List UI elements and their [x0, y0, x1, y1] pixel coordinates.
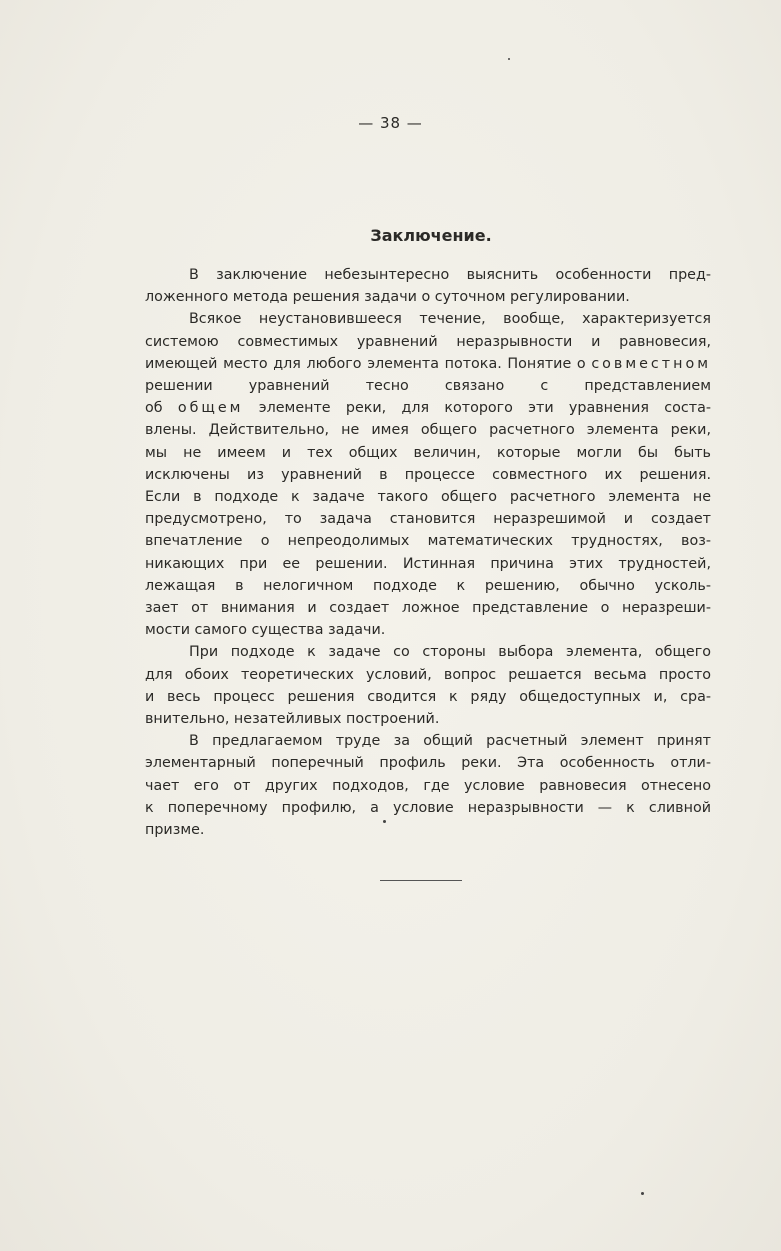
text-line: Всякое неустановившееся течение, вообще, характеризуется: [189, 311, 711, 328]
text-line: системою совместимых уравнений неразрывности и равновесия,: [145, 333, 711, 350]
text-line: и весь процесс решения сводится к ряду общедоступных и, сра-: [145, 688, 711, 705]
text-line: имеющей место для любого элемента потока. Понятие о совместном: [145, 355, 711, 372]
text-line: об общем элементе реки, для которого эти уравнения соста-: [145, 400, 712, 417]
text-line: зает от внимания и создает ложное представление о неразреши-: [145, 600, 711, 617]
text-line: При подходе к задаче со стороны выбора элемента, общего: [189, 644, 711, 661]
section-title: Заключение.: [370, 226, 492, 245]
text-line: для обоих теоретических условий, вопрос решается весьма просто: [145, 666, 711, 683]
text-line: влены. Действительно, не имея общего расчетного элемента реки,: [145, 422, 711, 439]
text-line: мости самого существа задачи.: [145, 622, 386, 639]
page-number: — 38 —: [358, 114, 423, 132]
text-line: никающих при ее решении. Истинная причина этих трудностей,: [145, 555, 711, 572]
text-line: предусмотрено, то задача становится неразрешимой и создает: [145, 511, 711, 528]
text-line: внительно, незатейливых построений.: [145, 711, 440, 728]
text-line: мы не имеем и тех общих величин, которые могли бы быть: [145, 444, 711, 461]
text-line: призме.: [145, 822, 205, 839]
text-line: к поперечному профилю, а условие неразрывности — к сливной: [145, 799, 711, 816]
text-line: ложенного метода решения задачи о суточном регулировании.: [145, 289, 630, 306]
emphasis-text: общем: [177, 400, 244, 417]
text-line: В заключение небезынтересно выяснить особенности пред-: [189, 267, 711, 283]
text-line: впечатление о непреодолимых математических трудностях, воз-: [145, 533, 711, 550]
ink-speck: [508, 58, 510, 60]
ink-speck: [383, 820, 386, 823]
text-line: Если в подходе к задаче такого общего расчетного элемента не: [145, 489, 711, 506]
text-line: лежащая в нелогичном подходе к решению, обычно усколь-: [145, 577, 711, 594]
text-line: чает его от других подходов, где условие равновесия отнесено: [145, 777, 711, 794]
end-rule: [380, 880, 462, 881]
text-line: В предлагаемом труде за общий расчетный элемент принят: [189, 733, 711, 750]
text-line: исключены из уравнений в процессе совместного их решения.: [145, 466, 711, 483]
text-line: решении уравнений тесно связано с представлением: [145, 378, 711, 395]
text-line: элементарный поперечный профиль реки. Эта особенность отли-: [145, 755, 711, 772]
body-text: [145, 264, 711, 841]
emphasis-text: совместном: [591, 355, 711, 372]
ink-speck: [641, 1192, 644, 1195]
